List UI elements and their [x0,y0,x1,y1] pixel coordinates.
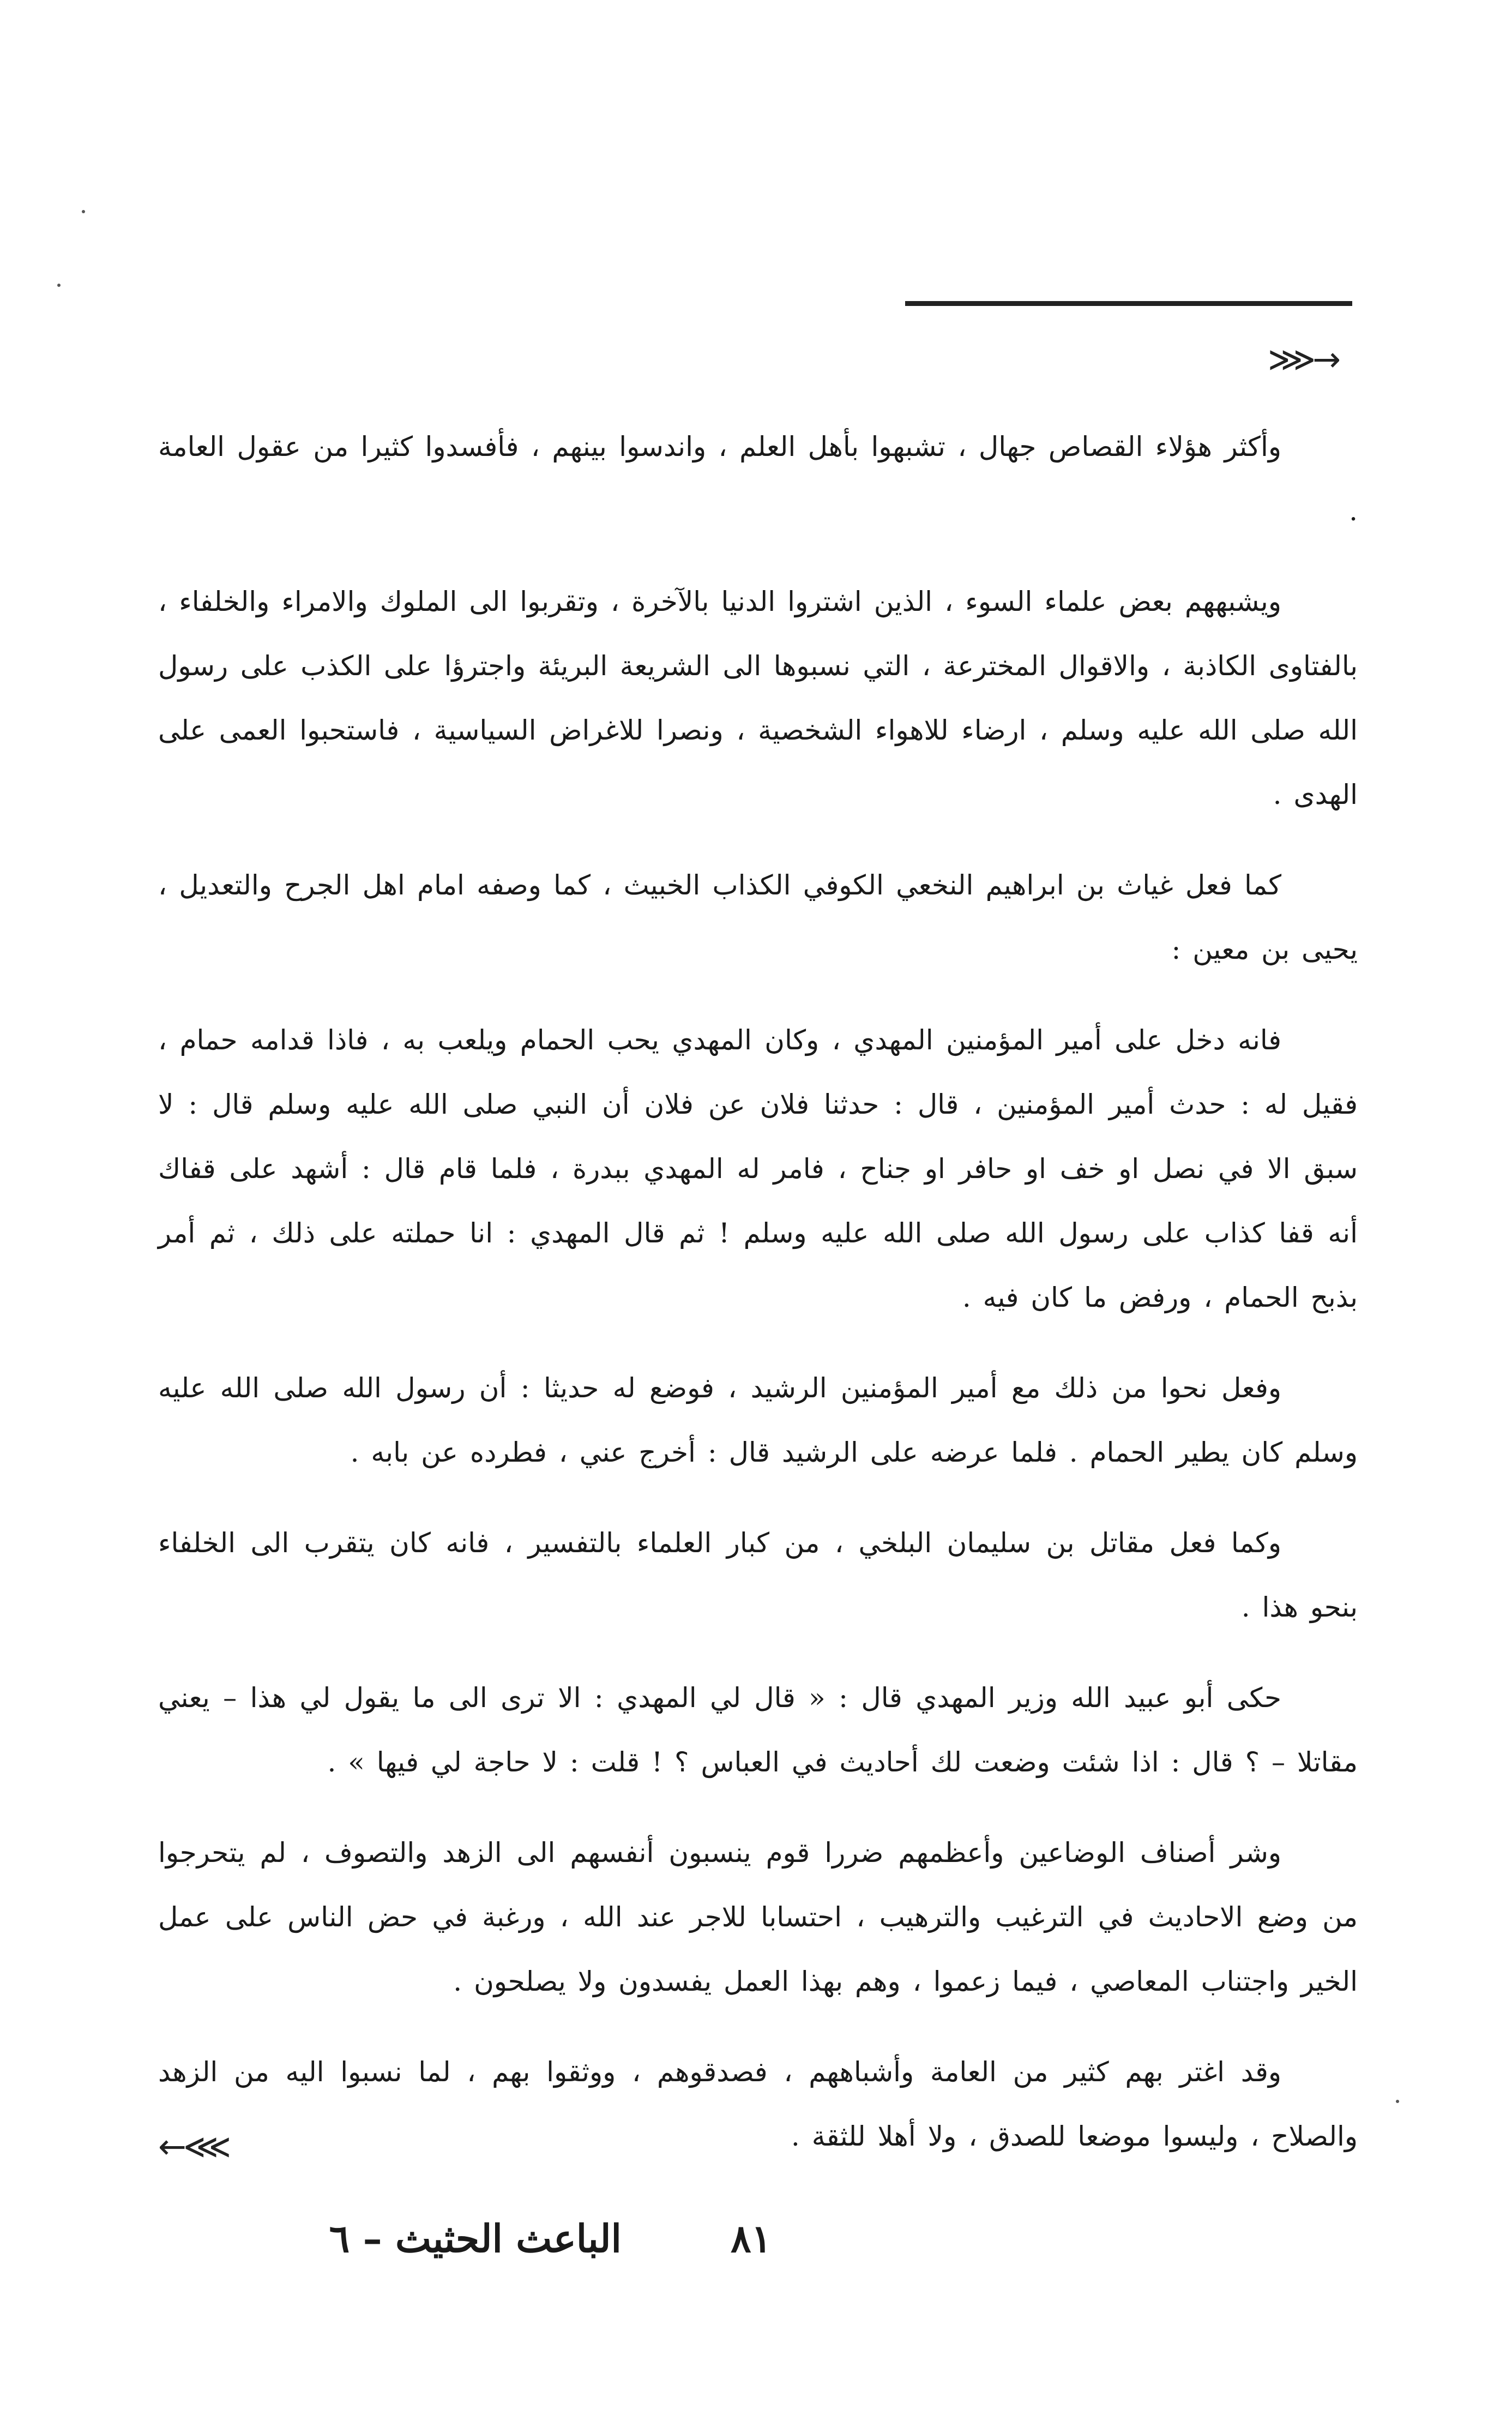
running-title: الباعث الحثيث – ٦ [329,2216,622,2261]
scan-speck [57,284,61,287]
arrow-ornament-bottom: ←⋘ [158,2126,228,2166]
paragraph-storytellers: وأكثر هؤلاء القصاص جهال ، تشبهوا بأهل العلم ، واندسوا بينهم ، فأفسدوا كثيرا من عقول العامة . [158,431,1358,527]
paragraph-rashid-story: وفعل نحوا من ذلك مع أمير المؤمنين الرشيد ، فوضع له حديثا : أن رسول الله صلى الله عليه وسلم كان يطير الحمام . فلما عرضه على الرشيد قال : أخرج عني ، فطرده عن بابه . [158,1372,1358,1468]
arrow-ornament-top: ⋙→ [1268,339,1338,379]
paragraph-abu-ubaydallah: حكى أبو عبيد الله وزير المهدي قال : « قال لي المهدي : الا ترى الى ما يقول لي هذا – يعني مقاتلا – ؟ قال : اذا شئت وضعت لك أحاديث في العباس ؟ ! قلت : لا حاجة لي فيها » . [158,1682,1358,1778]
scan-speck [1396,2100,1399,2103]
paragraph-ascetic-forgers: وشر أصناف الوضاعين وأعظمهم ضررا قوم ينسبون أنفسهم الى الزهد والتصوف ، لم يتحرجوا من وضع الاحاديث في الترغيب والترهيب ، احتسابا للاجر عند الله ، ورغبة في حض الناس على عمل الخير واجتناب المعاصي ، فيما زعموا ، وهم بهذا العمل يفسدون ولا يصلحون . [158,1837,1358,1997]
page-number: ٨١ [731,2216,772,2261]
paragraph-evil-scholars: ويشبههم بعض علماء السوء ، الذين اشتروا الدنيا بالآخرة ، وتقربوا الى الملوك والامراء والخلفاء ، بالفتاوى الكاذبة ، والاقوال المخترعة ، التي نسبوها الى الشريعة البريئة واجترؤا على الكذب على رسول الله صلى الله عليه وسلم ، ارضاء للاهواء الشخصية ، ونصرا للاغراض السياسية ، فاستحبوا العمى على الهدى . [158,586,1358,810]
paragraph-muqatil: وكما فعل مقاتل بن سليمان البلخي ، من كبار العلماء بالتفسير ، فانه كان يتقرب الى الخلفاء بنحو هذا . [158,1527,1358,1623]
paragraph-mahdi-story: فانه دخل على أمير المؤمنين المهدي ، وكان المهدي يحب الحمام ويلعب به ، فاذا قدامه حمام ، فقيل له : حدث أمير المؤمنين ، قال : حدثنا فلان عن فلان أن النبي صلى الله عليه وسلم قال : لا سبق الا في نصل او خف او حافر او جناح ، فامر له المهدي ببدرة ، فلما قام قال : أشهد على قفاك أنه قفا كذاب على رسول الله صلى الله عليه وسلم ! ثم قال المهدي : انا حملته على ذلك ، ثم أمر بذبح الحمام ، ورفض ما كان فيه . [158,1024,1358,1313]
paragraph-deceived-public: وقد اغتر بهم كثير من العامة وأشباههم ، فصدقوهم ، ووثقوا بهم ، لما نسبوا اليه من الزهد والصلاح ، وليسوا موضعا للصدق ، ولا أهلا للثقة . [158,2056,1358,2152]
paragraph-ghiyath: كما فعل غياث بن ابراهيم النخعي الكوفي الكذاب الخبيث ، كما وصفه امام اهل الجرح والتعديل ، يحيى بن معين : [158,869,1358,965]
page-body [158,414,1358,2195]
section-divider-rule [905,301,1352,306]
page-footer [158,2209,1358,2269]
scan-speck [82,210,85,213]
